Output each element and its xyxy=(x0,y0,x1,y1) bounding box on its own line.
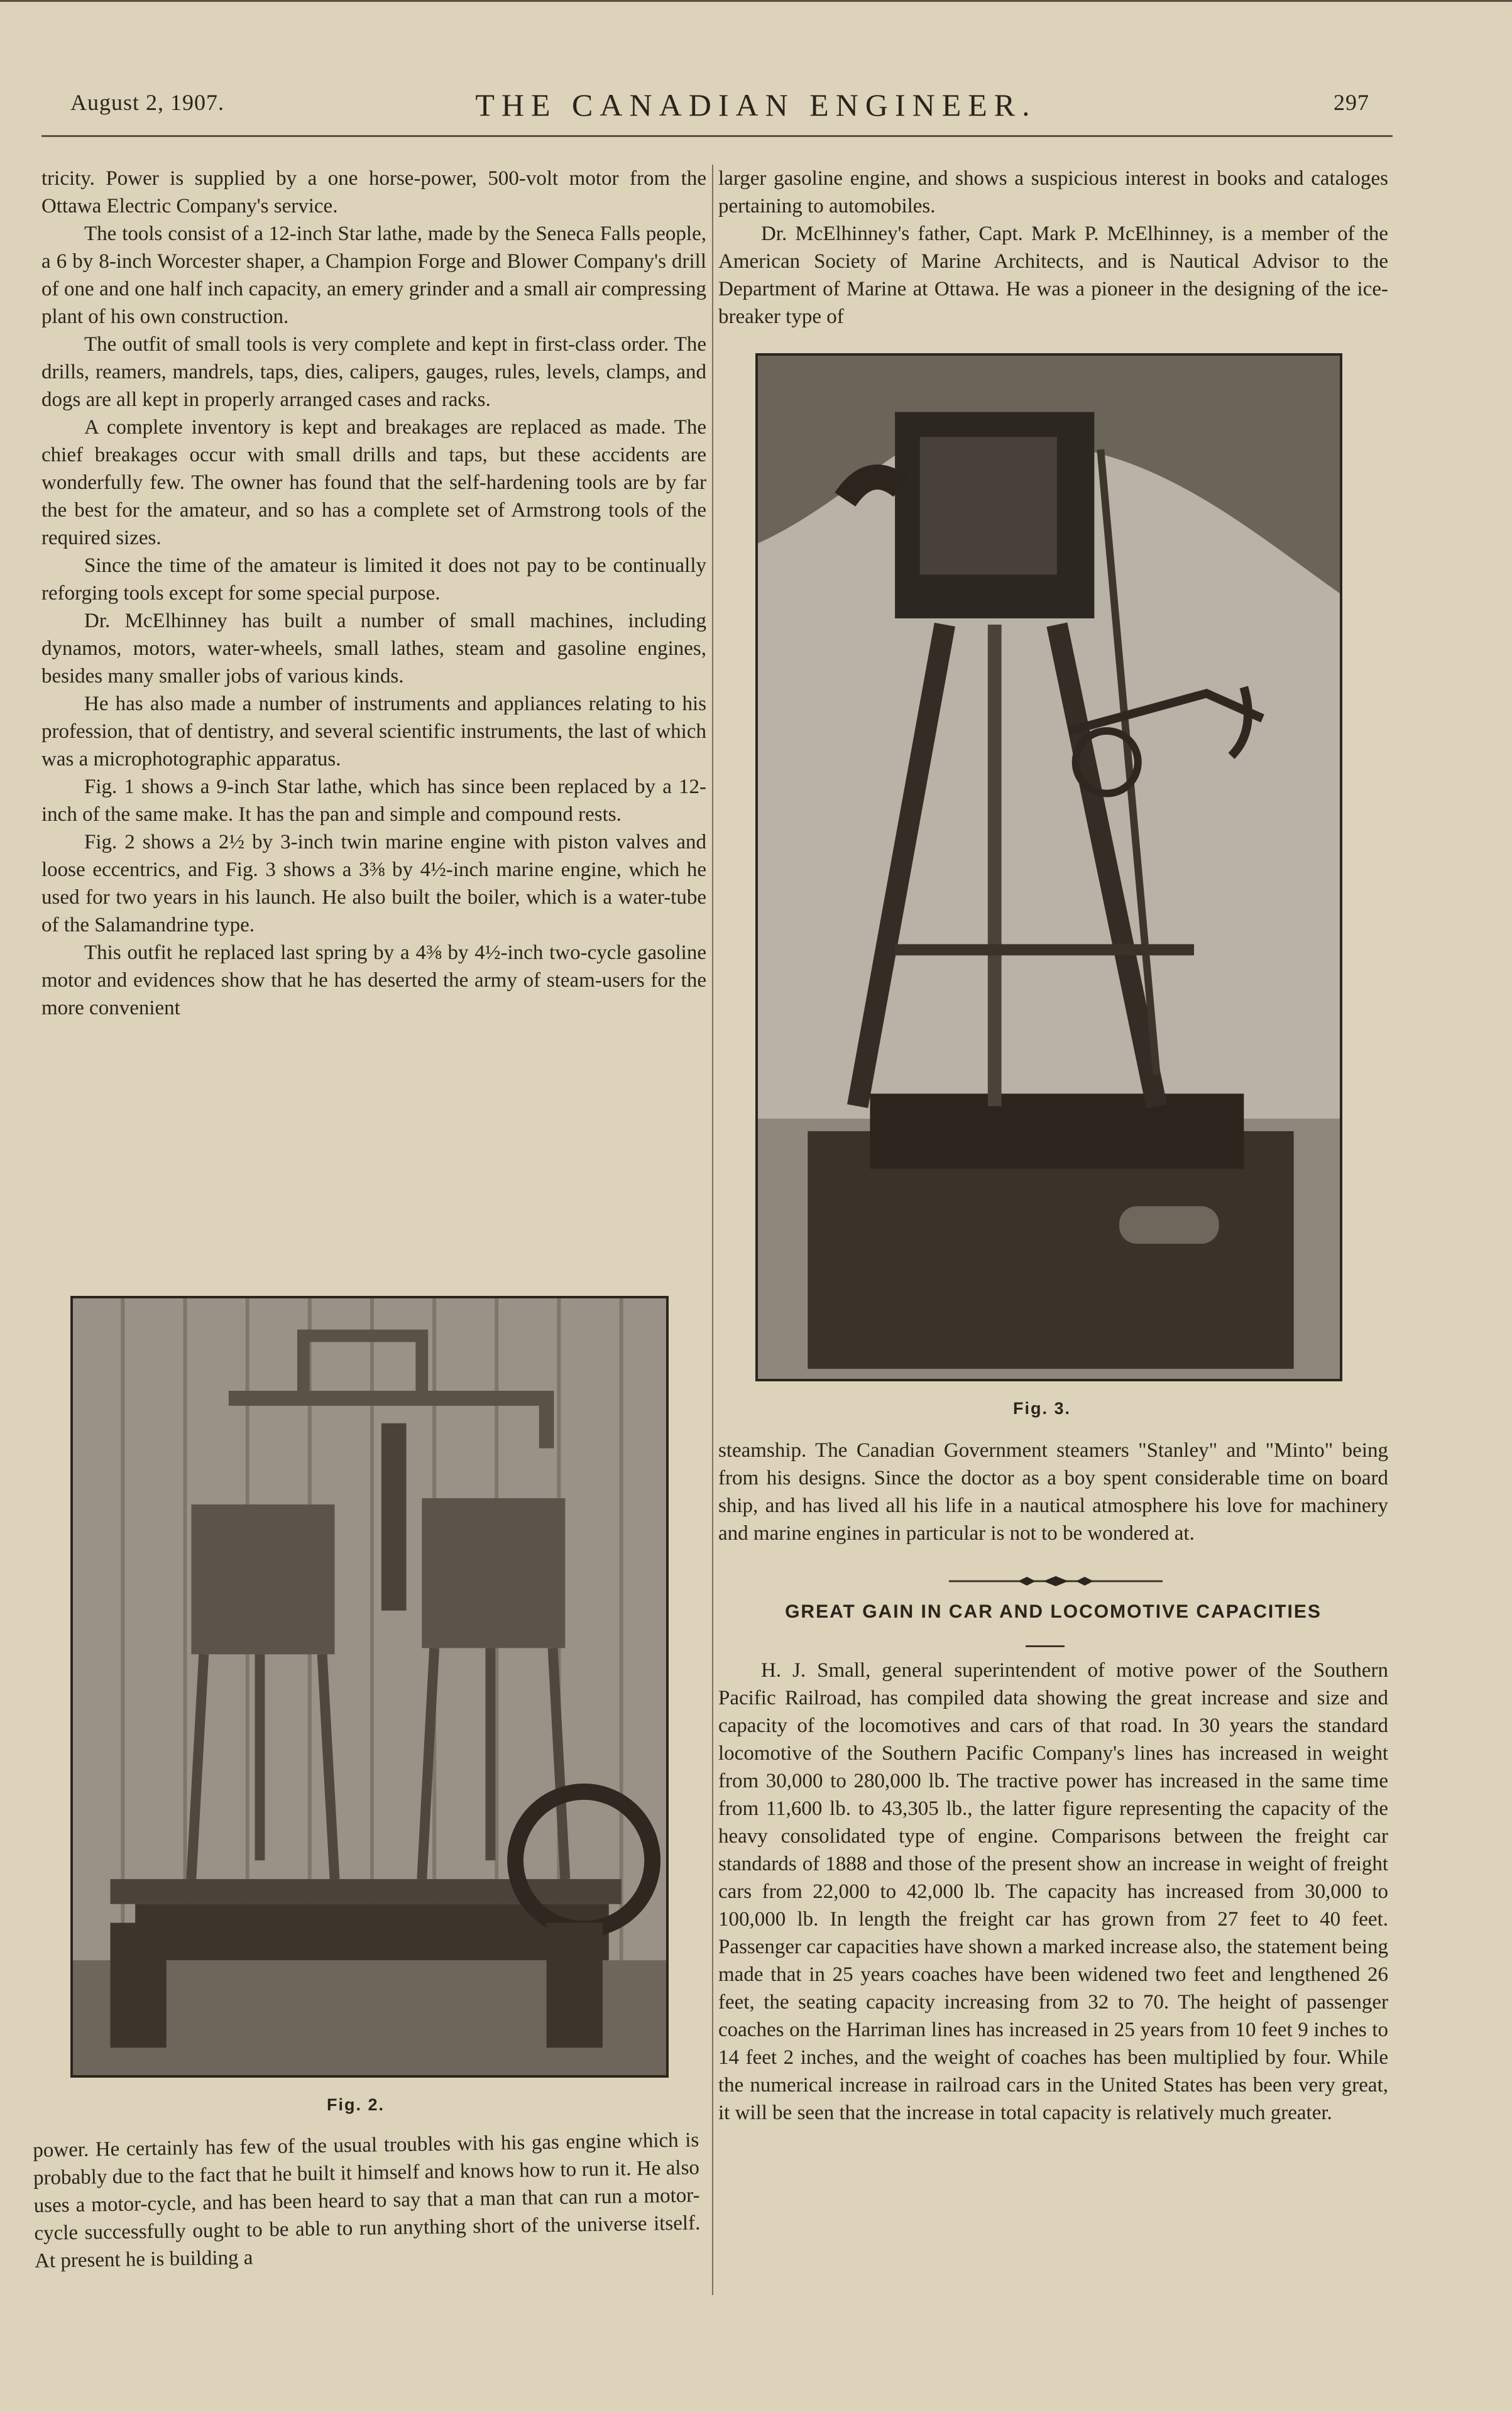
paragraph: Fig. 1 shows a 9-inch Star lathe, which has since been replaced by a 12-inch of the same make. It has the pan and simple and compound rests. xyxy=(41,776,706,826)
marine-engine-illustration xyxy=(758,356,1340,1379)
paragraph: Dr. McElhinney's father, Capt. Mark P. McElhinney, is a member of the American Society of Marine Architects, and is Nautical Advisor to the Department of Marine at Ottawa. He was a pioneer in the designing of the ice-breaker type of xyxy=(718,222,1388,328)
paragraph: The tools consist of a 12-inch Star lathe, made by the Seneca Falls people, a 6 by 8-inch Worcester shaper, a Champion Forge and Blower Company's drill of one and one half inch capacity, an emery grinder and a small air compressing plant of his own construction. xyxy=(41,222,706,328)
paragraph: Fig. 2 shows a 2½ by 3-inch twin marine engine with piston valves and loose eccentrics, and Fig. 3 shows a 3⅜ by 4½-inch marine engine, which he used for two years in his launch. He also built the boiler, which is a water-tube of the Salamandrine type. xyxy=(41,831,706,936)
page-number: 297 xyxy=(1334,90,1369,115)
paragraph: H. J. Small, general superintendent of motive power of the Southern Pacific Railroad, has compiled data showing the great increase and size and capacity of the locomotives and cars of that road. In 30 years the standard locomotive of the Southern Pacific Company's lines has increased in weight from 30,000 to 280,000 lb. The tractive power has increased in the same time from 11,600 lb. to 43,305 lb., the latter figure representing the capacity of the heavy consolidated type of engine. Comparisons between the freight car standards of 1888 and those of the present show an increase in weight of freight cars from 22,000 to 42,000 lb. The capacity has increased from 30,000 to 100,000 lb. In length the freight car has grown from 27 feet to 40 feet. Passenger car capacities have shown a marked increase also, the statement being made that in 25 years coaches have been widened two feet and lengthened 26 feet, the seating capacity increasing from 32 to 70. The height of passenger coaches on the Harriman lines has increased in 25 years from 10 feet 9 inches to 14 feet 2 inches, and the weight of coaches has been multiplied by four. While the numerical increase in railroad cars in the United States has been very great, it will be seen that the increase in total capacity is relatively much greater. xyxy=(718,1659,1388,2124)
paragraph: The outfit of small tools is very complete and kept in first-class order. The drills, reamers, mandrels, taps, dies, calipers, gauges, rules, levels, clamps, and dogs are all kept in properly arranged cases and racks. xyxy=(41,333,706,411)
ornament-divider xyxy=(949,1576,1163,1586)
paragraph: He has also made a number of instruments and appliances relating to his profession, that of dentistry, and several scientific instruments, the last of which was a microphotographic apparatus. xyxy=(41,693,706,770)
right-column-top xyxy=(718,165,1388,331)
paragraph: Since the time of the amateur is limited it does not pay to be continually reforging tools except for some special purpose. xyxy=(41,554,706,605)
paragraph: steamship. The Canadian Government steamers "Stanley" and "Minto" being from his designs. Since the doctor as a boy spent considerable time on board ship, and has lived all his life in a nautical atmosphere his love for machinery and marine engines in particular is not to be wondered at. xyxy=(718,1439,1388,1545)
top-border-rule xyxy=(0,0,1512,2)
header-date: August 2, 1907. xyxy=(70,90,225,115)
header-rule xyxy=(41,135,1393,137)
fig3-photo xyxy=(755,353,1342,1381)
fig3-caption: Fig. 3. xyxy=(1013,1399,1071,1418)
right-column-mid xyxy=(718,1437,1388,1547)
headline-rule xyxy=(1026,1645,1065,1647)
fig2-photo xyxy=(70,1296,669,2078)
paragraph: A complete inventory is kept and breakages are replaced as made. The chief breakages occur with small drills and taps, but these accidents are wonderfully few. The owner has found that the self-hardening tools are by far the best for the amateur, and so has a complete set of Armstrong tools of the required sizes. xyxy=(41,416,706,549)
article-body xyxy=(718,1657,1388,2127)
paragraph: tricity. Power is supplied by a one horse-power, 500-volt motor from the Ottawa Electric Company's service. xyxy=(41,167,706,217)
paragraph: This outfit he replaced last spring by a 4⅜ by 4½-inch two-cycle gasoline motor and evidences show that he has deserted the army of steam-users for the more convenient xyxy=(41,941,706,1019)
left-column-bottom xyxy=(33,2126,701,2275)
paragraph: Dr. McElhinney has built a number of small machines, including dynamos, motors, water-wheels, small lathes, steam and gasoline engines, besides many smaller jobs of various kinds. xyxy=(41,610,706,688)
left-column-top xyxy=(41,165,706,1022)
journal-title: THE CANADIAN ENGINEER. xyxy=(475,87,1037,123)
column-divider xyxy=(712,165,713,2295)
fig2-caption: Fig. 2. xyxy=(327,2095,385,2114)
paragraph: power. He certainly has few of the usual troubles with his gas engine which is probably due to the fact that he built it himself and knows how to run it. He also uses a motor-cycle, and has been heard to say that a man that can run a motor-cycle successfully ought to be able to run anything short of the universe itself. At present he is building a xyxy=(33,2129,701,2272)
twin-marine-engine-illustration xyxy=(73,1298,666,2075)
paragraph: larger gasoline engine, and shows a suspicious interest in books and cataloges pertaining to automobiles. xyxy=(718,167,1388,217)
article-headline: GREAT GAIN IN CAR AND LOCOMOTIVE CAPACITIES xyxy=(785,1601,1322,1622)
